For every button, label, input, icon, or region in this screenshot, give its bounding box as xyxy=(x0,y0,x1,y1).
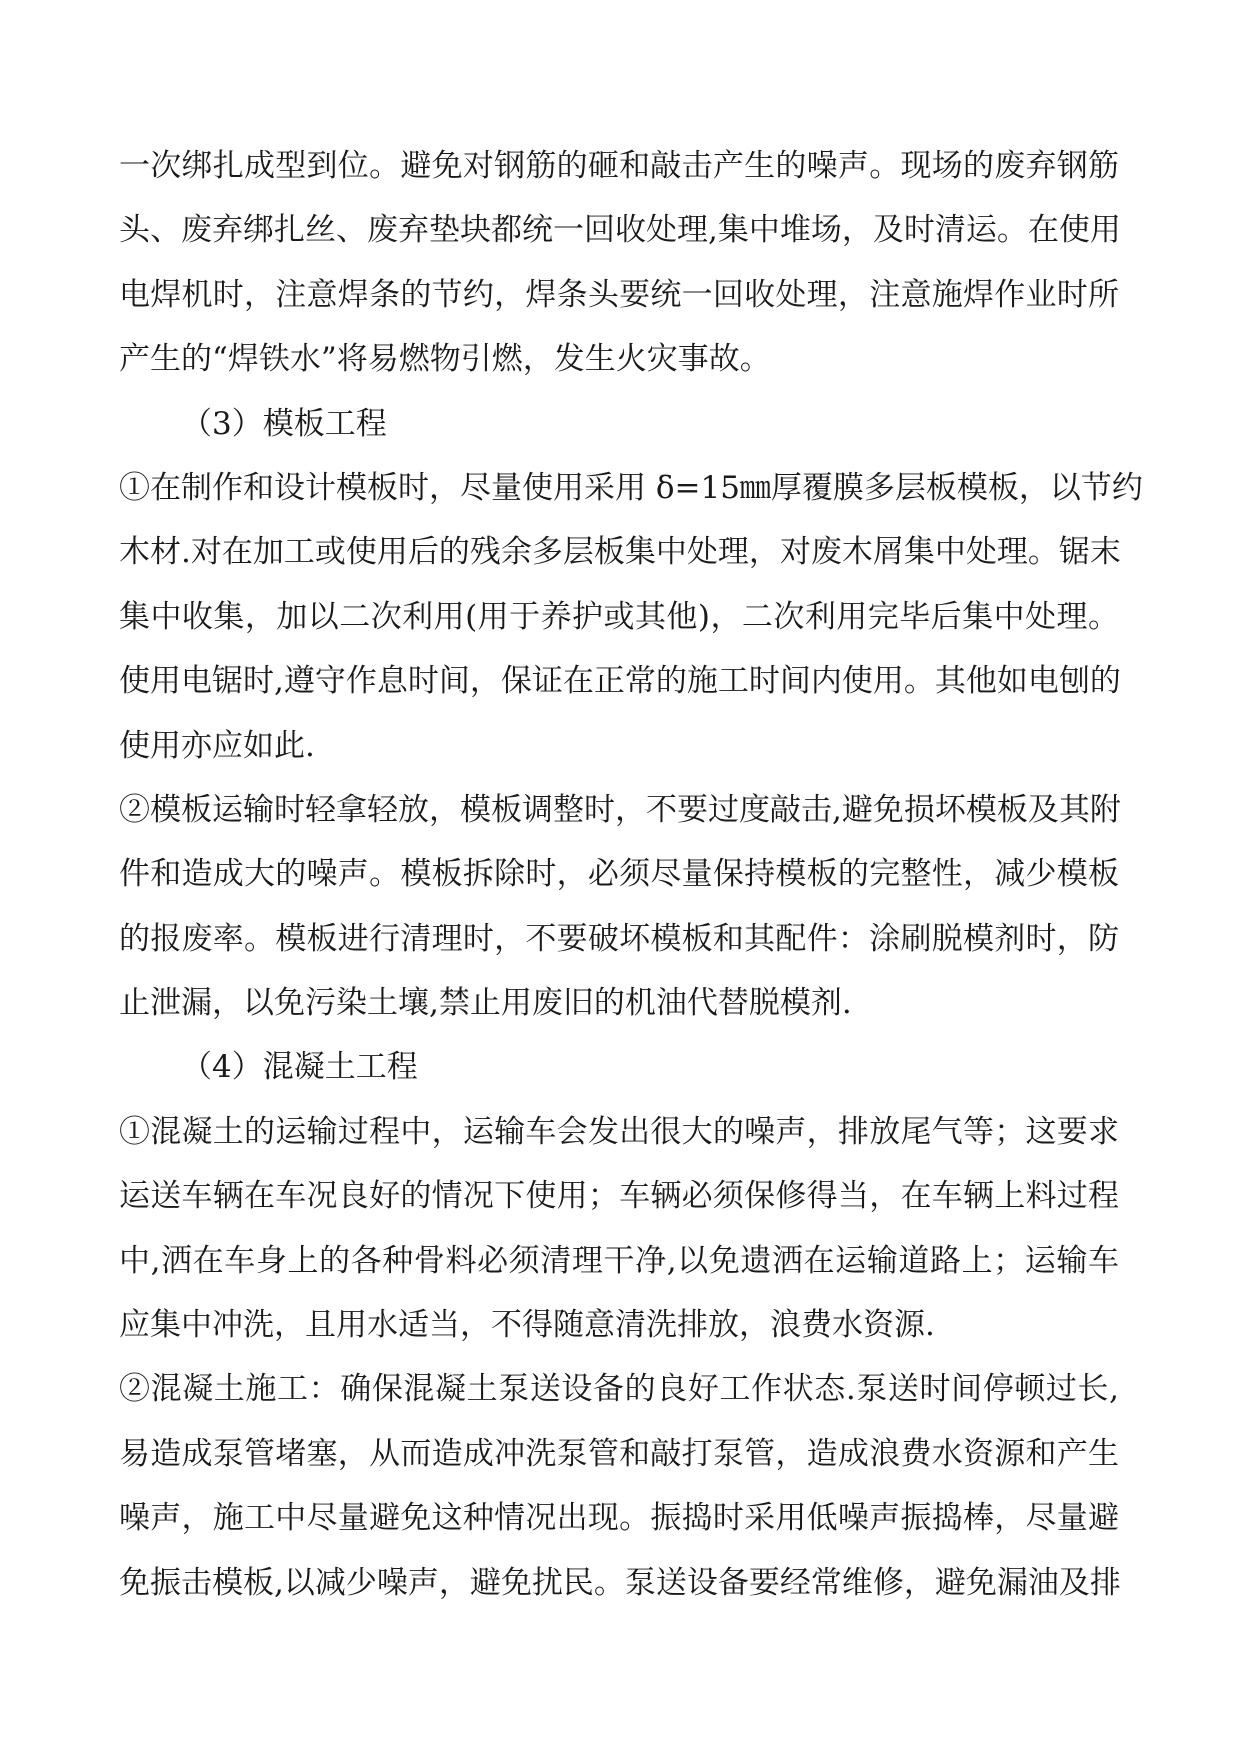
text-line: 噪声，施工中尽量避免这种情况出现。振捣时采用低噪声振捣棒，尽量避 xyxy=(119,1500,1119,1537)
text-line: ①混凝土的运输过程中，运输车会发出很大的噪声，排放尾气等；这要求 xyxy=(119,1113,1119,1150)
text-line: ①在制作和设计模板时，尽量使用采用 δ=15㎜厚覆膜多层板模板，以节约 xyxy=(119,469,1143,506)
text-line: 使用亦应如此. xyxy=(119,727,315,764)
text-line: 的报废率。模板进行清理时，不要破坏模板和其配件：涂刷脱模剂时，防 xyxy=(119,920,1119,957)
section-heading-concrete: （4）混凝土工程 xyxy=(181,1049,418,1086)
text-line: 头、废弃绑扎丝、废弃垫块都统一回收处理,集中堆场，及时清运。在使用 xyxy=(119,212,1121,249)
text-line: 免振击模板,以减少噪声，避免扰民。泵送设备要经常维修，避免漏油及排 xyxy=(119,1564,1121,1601)
text-line: 产生的“焊铁水”将易燃物引燃，发生火灾事故。 xyxy=(119,341,771,378)
text-line: 易造成泵管堵塞，从而造成冲洗泵管和敲打泵管，造成浪费水资源和产生 xyxy=(119,1435,1119,1472)
text-line: ②混凝土施工：确保混凝土泵送设备的良好工作状态.泵送时间停顿过长, xyxy=(119,1371,1119,1408)
text-line: 中,洒在车身上的各种骨料必须清理干净,以免遗洒在运输道路上；运输车 xyxy=(119,1242,1119,1279)
text-line: 止泄漏，以免污染土壤,禁止用废旧的机油代替脱模剂. xyxy=(119,985,852,1022)
text-line: 木材.对在加工或使用后的残余多层板集中处理，对废木屑集中处理。锯末 xyxy=(119,534,1121,571)
text-line: ②模板运输时轻拿轻放，模板调整时，不要过度敲击,避免损坏模板及其附 xyxy=(119,791,1121,828)
text-line: 使用电锯时,遵守作息时间，保证在正常的施工时间内使用。其他如电刨的 xyxy=(119,663,1121,700)
text-line: 一次绑扎成型到位。避免对钢筋的砸和敲击产生的噪声。现场的废弃钢筋 xyxy=(119,148,1119,184)
text-line: 应集中冲洗，且用水适当，不得随意清洗排放，浪费水资源. xyxy=(119,1307,935,1344)
section-heading-formwork: （3）模板工程 xyxy=(181,405,387,442)
text-line: 件和造成大的噪声。模板拆除时，必须尽量保持模板的完整性，减少模板 xyxy=(119,856,1119,893)
document-body xyxy=(119,134,1143,1615)
text-line: 运送车辆在车况良好的情况下使用；车辆必须保修得当，在车辆上料过程 xyxy=(119,1178,1119,1215)
text-line: 集中收集，加以二次利用(用于养护或其他)，二次利用完毕后集中处理。 xyxy=(119,598,1119,635)
text-line: 电焊机时，注意焊条的节约，焊条头要统一回收处理，注意施焊作业时所 xyxy=(119,276,1119,313)
